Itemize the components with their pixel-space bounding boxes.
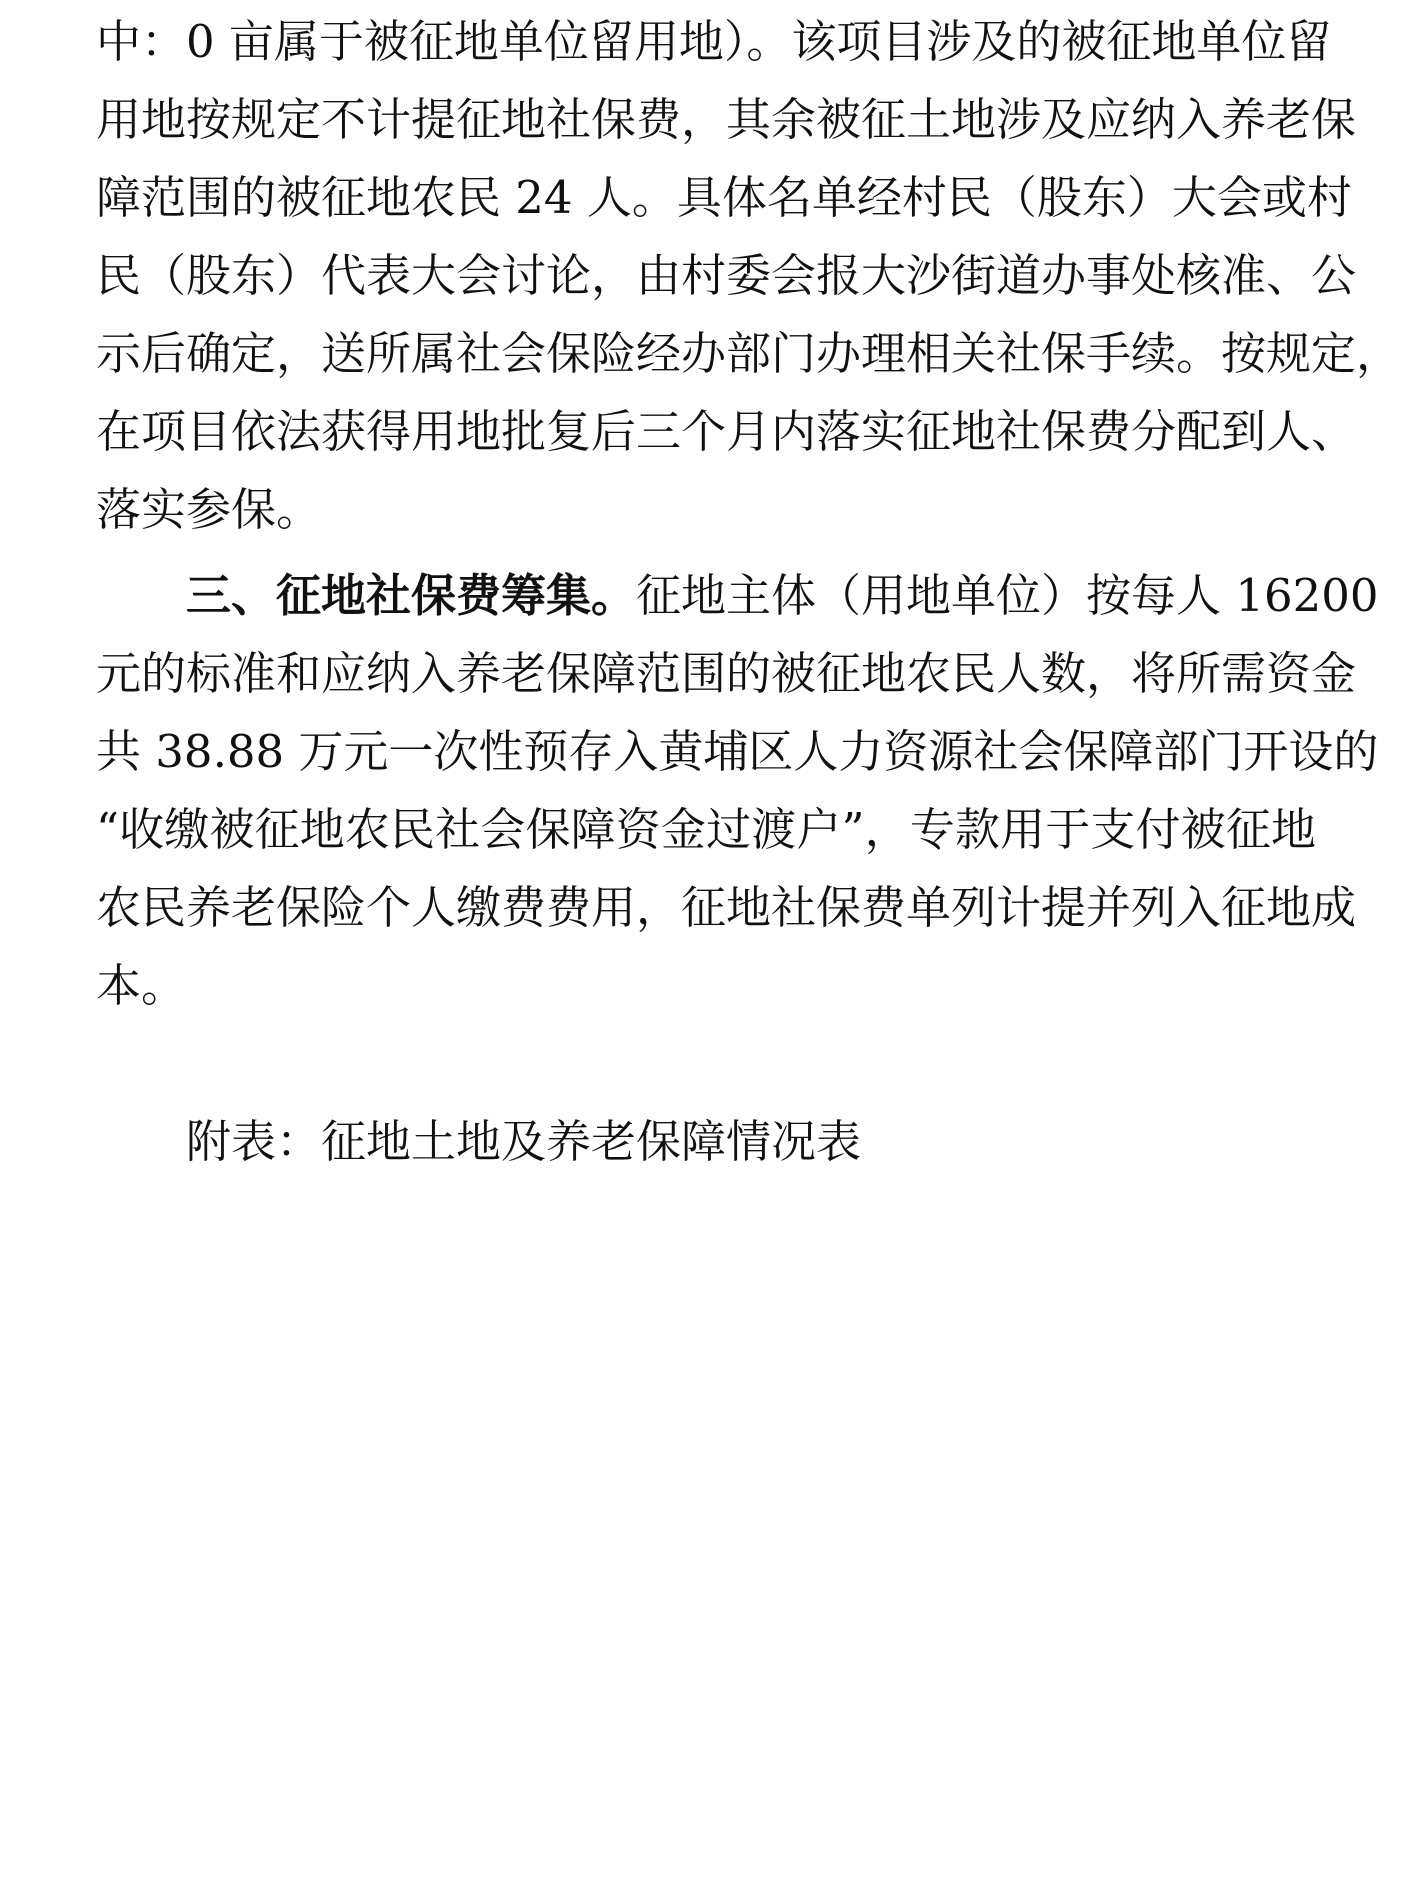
para1-line-4: 民（股东）代表大会讨论，由村委会报大沙街道办事处核准、公 (96, 249, 1357, 302)
para2-line-4: “收缴被征地农民社会保障资金过渡户”，专款用于支付被征地 (96, 803, 1316, 856)
para2-line-6: 本。 (96, 959, 187, 1012)
para1-line-5: 示后确定，送所属社会保险经办部门办理相关社保手续。按规定， (96, 327, 1402, 380)
attachment-note: 附表：征地土地及养老保障情况表 (186, 1115, 862, 1168)
para1-line-7: 落实参保。 (96, 483, 322, 536)
para1-line-2: 用地按规定不计提征地社保费，其余被征土地涉及应纳入养老保 (96, 93, 1357, 146)
para1-line-1: 中：0 亩属于被征地单位留用地）。该项目涉及的被征地单位留 (96, 15, 1332, 68)
para2-line-3: 共 38.88 万元一次性预存入黄埔区人力资源社会保障部门开设的 (96, 725, 1379, 778)
para1-line-6: 在项目依法获得用地批复后三个月内落实征地社保费分配到人、 (96, 405, 1357, 458)
para1-line-3: 障范围的被征地农民 24 人。具体名单经村民（股东）大会或村 (96, 171, 1352, 224)
para2-line-1 (186, 568, 1379, 624)
para2-line-2: 元的标准和应纳入养老保障范围的被征地农民人数，将所需资金 (96, 647, 1357, 700)
section-heading: 三、征地社保费筹集。 (186, 569, 637, 622)
para2-line-5: 农民养老保险个人缴费费用，征地社保费单列计提并列入征地成 (96, 881, 1357, 934)
para2-line-1-rest: 征地主体（用地单位）按每人 16200 (636, 569, 1379, 622)
